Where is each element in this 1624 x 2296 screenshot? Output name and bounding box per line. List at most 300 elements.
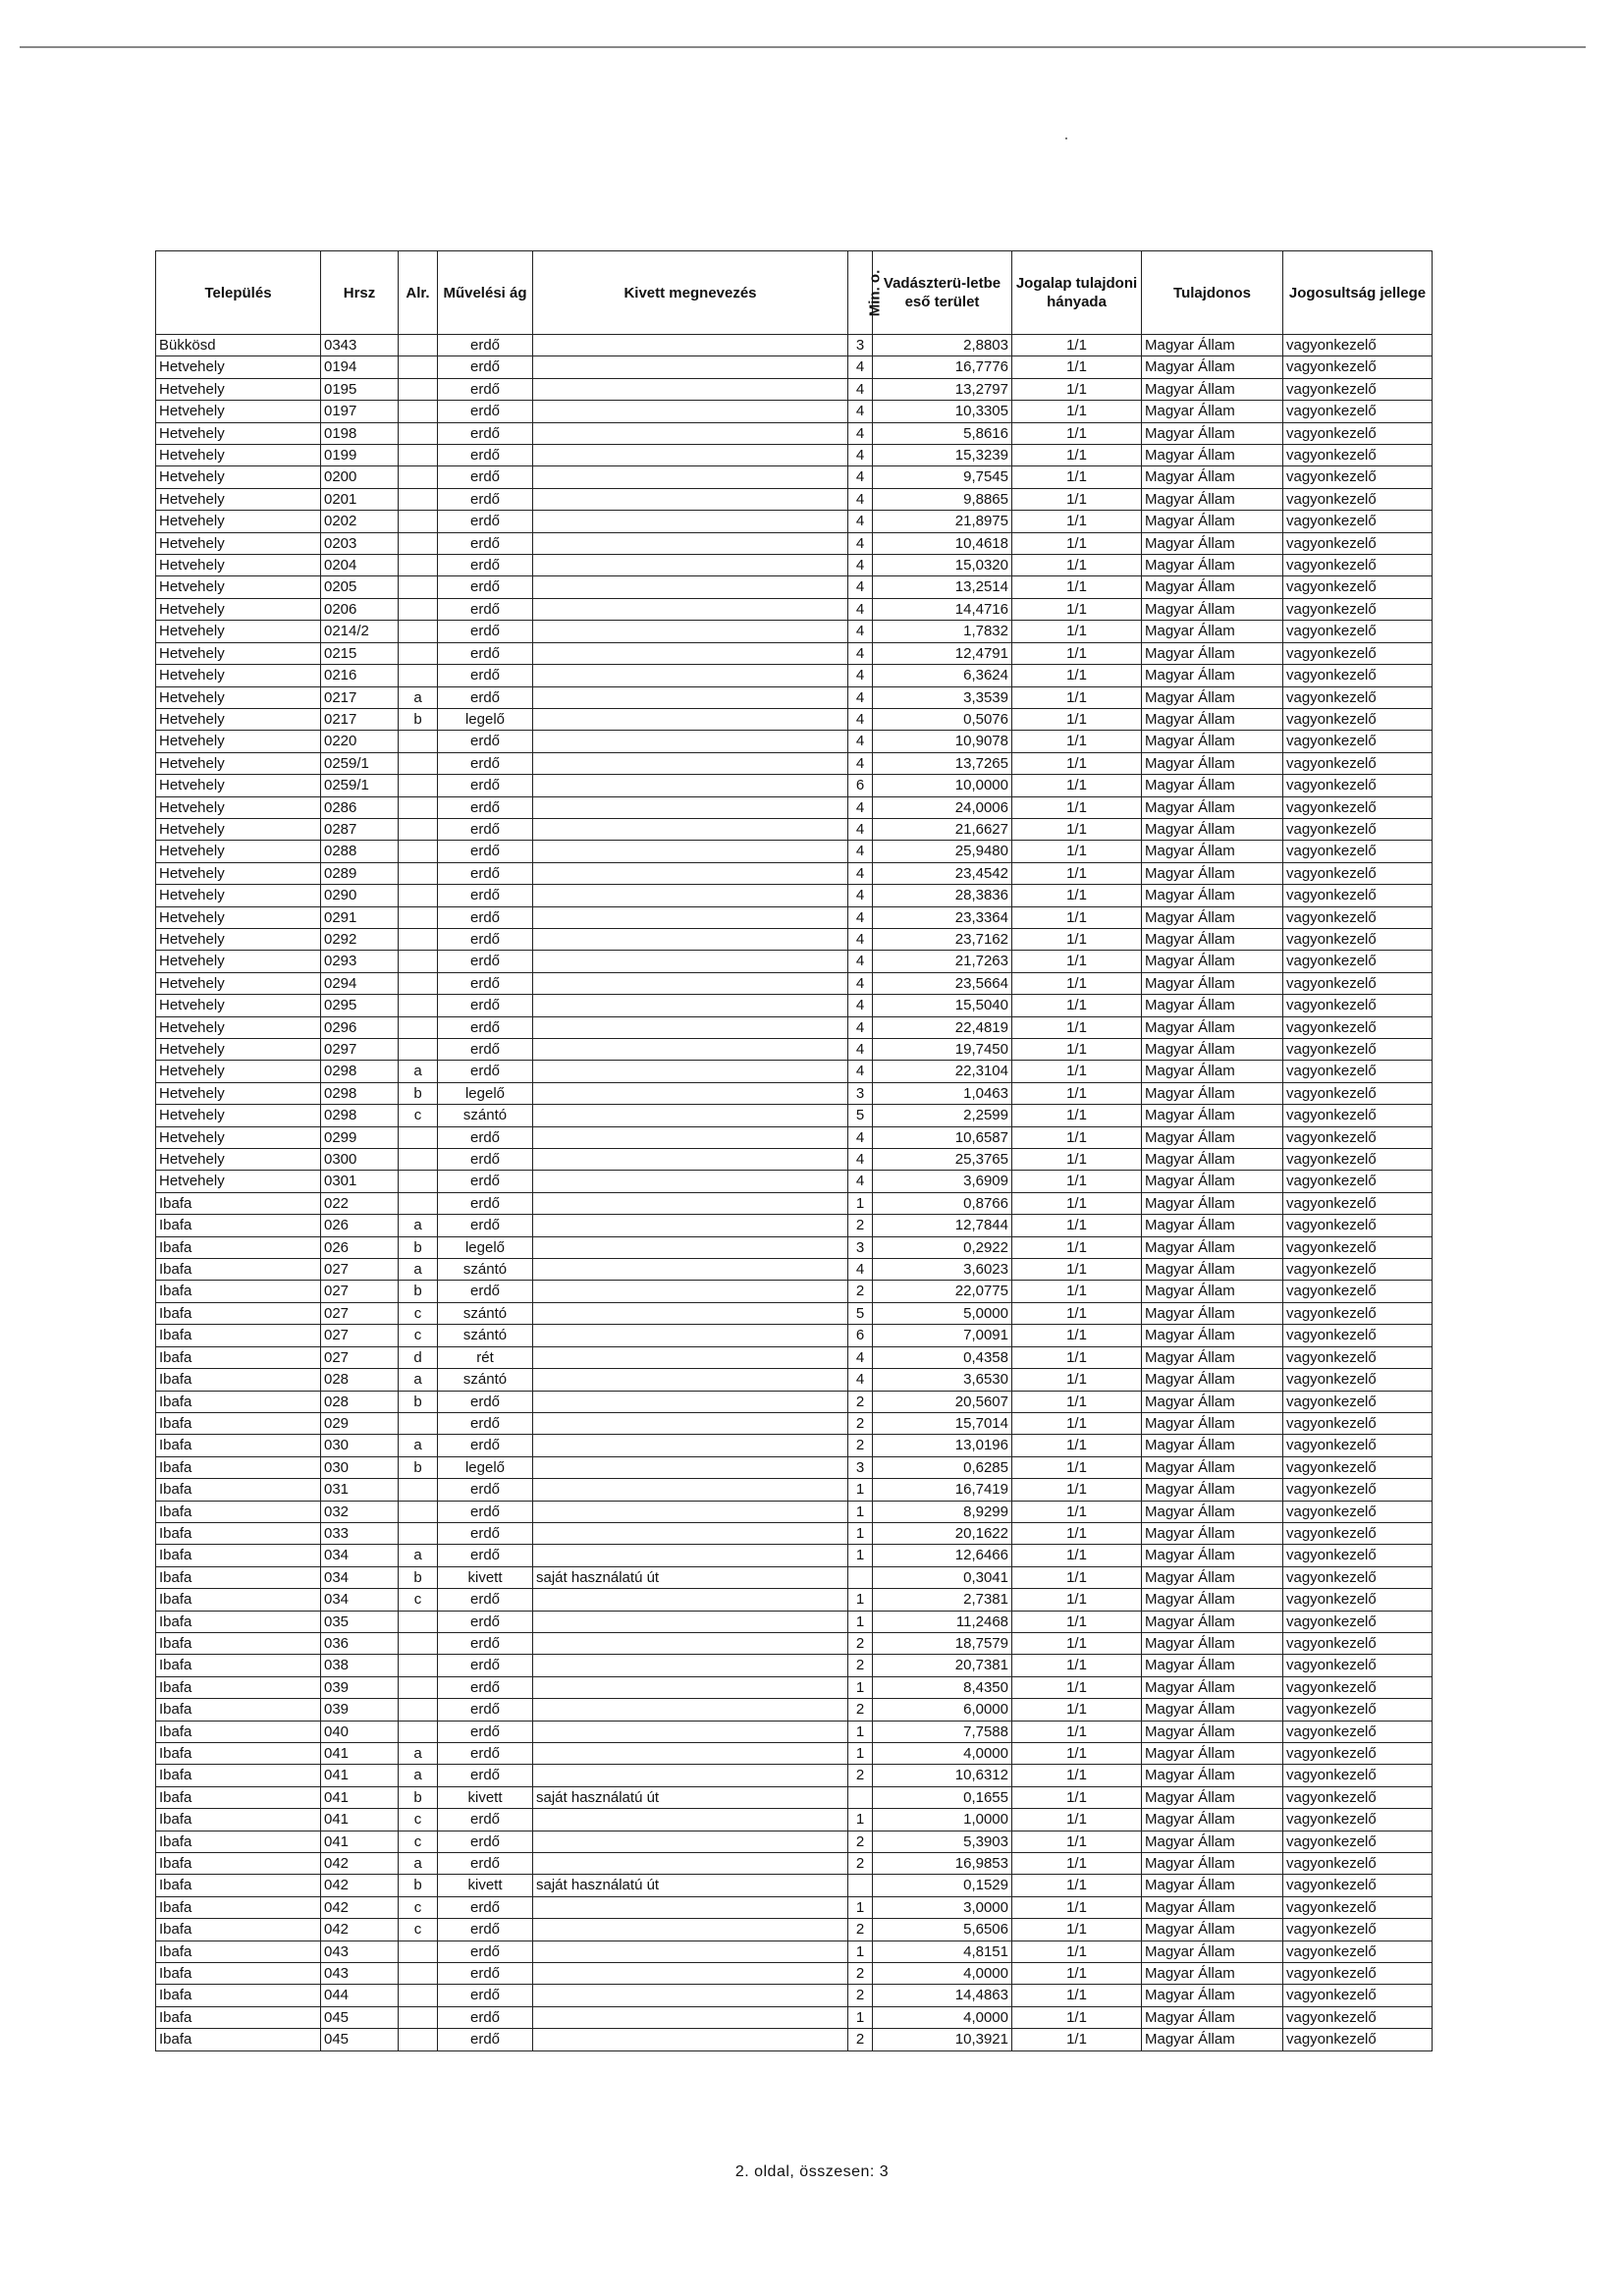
- cell-tulajdonos: Magyar Állam: [1142, 1412, 1283, 1434]
- cell-alr: a: [399, 686, 438, 708]
- cell-muvelesi-ag: legelő: [438, 1456, 533, 1478]
- cell-tulajdonos: Magyar Állam: [1142, 1809, 1283, 1831]
- table-row: [156, 1325, 1433, 1346]
- cell-jogosultsag: vagyonkezelő: [1283, 555, 1433, 576]
- cell-telepules: Ibafa: [156, 1632, 321, 1654]
- cell-telepules: Ibafa: [156, 1522, 321, 1544]
- cell-jogalap: 1/1: [1012, 1302, 1142, 1324]
- cell-telepules: Ibafa: [156, 1589, 321, 1611]
- cell-jogosultsag: vagyonkezelő: [1283, 1149, 1433, 1171]
- header-row: [156, 251, 1433, 335]
- cell-alr: c: [399, 1302, 438, 1324]
- table-row: [156, 972, 1433, 994]
- cell-min-o: 2: [848, 2029, 873, 2050]
- cell-jogosultsag: vagyonkezelő: [1283, 885, 1433, 906]
- cell-hrsz: 0205: [321, 576, 399, 598]
- cell-kivett-megnevezes: [533, 1105, 848, 1126]
- cell-alr: [399, 532, 438, 554]
- cell-kivett-megnevezes: [533, 621, 848, 642]
- table-row: [156, 378, 1433, 400]
- cell-min-o: 4: [848, 665, 873, 686]
- cell-alr: [399, 1522, 438, 1544]
- table-row: [156, 335, 1433, 356]
- cell-vadaszterulet: 5,6506: [873, 1919, 1012, 1941]
- cell-kivett-megnevezes: [533, 665, 848, 686]
- cell-jogosultsag: vagyonkezelő: [1283, 1963, 1433, 1985]
- cell-kivett-megnevezes: [533, 1412, 848, 1434]
- cell-hrsz: 0197: [321, 401, 399, 422]
- cell-jogosultsag: vagyonkezelő: [1283, 2006, 1433, 2028]
- cell-vadaszterulet: 15,0320: [873, 555, 1012, 576]
- cell-vadaszterulet: 10,3305: [873, 401, 1012, 422]
- cell-muvelesi-ag: erdő: [438, 356, 533, 378]
- cell-jogosultsag: vagyonkezelő: [1283, 906, 1433, 928]
- cell-telepules: Ibafa: [156, 1985, 321, 2006]
- cell-jogosultsag: vagyonkezelő: [1283, 356, 1433, 378]
- cell-hrsz: 034: [321, 1545, 399, 1566]
- cell-jogosultsag: vagyonkezelő: [1283, 818, 1433, 840]
- cell-telepules: Hetvehely: [156, 752, 321, 774]
- cell-muvelesi-ag: erdő: [438, 532, 533, 554]
- cell-jogalap: 1/1: [1012, 752, 1142, 774]
- cell-jogalap: 1/1: [1012, 1501, 1142, 1522]
- cell-jogosultsag: vagyonkezelő: [1283, 1435, 1433, 1456]
- cell-alr: c: [399, 1325, 438, 1346]
- cell-jogosultsag: vagyonkezelő: [1283, 708, 1433, 730]
- cell-hrsz: 030: [321, 1435, 399, 1456]
- cell-tulajdonos: Magyar Állam: [1142, 576, 1283, 598]
- cell-telepules: Ibafa: [156, 1765, 321, 1786]
- cell-hrsz: 0214/2: [321, 621, 399, 642]
- cell-muvelesi-ag: erdő: [438, 1412, 533, 1434]
- cell-telepules: Hetvehely: [156, 1126, 321, 1148]
- cell-kivett-megnevezes: [533, 1325, 848, 1346]
- cell-vadaszterulet: 3,6023: [873, 1259, 1012, 1281]
- cell-telepules: Hetvehely: [156, 972, 321, 994]
- cell-jogalap: 1/1: [1012, 1435, 1142, 1456]
- cell-tulajdonos: Magyar Állam: [1142, 665, 1283, 686]
- table-row: [156, 422, 1433, 444]
- cell-vadaszterulet: 22,3104: [873, 1061, 1012, 1082]
- cell-min-o: 1: [848, 1676, 873, 1698]
- cell-min-o: 4: [848, 466, 873, 488]
- cell-telepules: Ibafa: [156, 2006, 321, 2028]
- cell-jogosultsag: vagyonkezelő: [1283, 642, 1433, 664]
- cell-jogalap: 1/1: [1012, 1259, 1142, 1281]
- cell-kivett-megnevezes: [533, 1831, 848, 1852]
- cell-vadaszterulet: 16,7776: [873, 356, 1012, 378]
- cell-hrsz: 028: [321, 1369, 399, 1391]
- col-header-jogosultsag: Jogosultság jellege: [1283, 251, 1433, 335]
- cell-min-o: 6: [848, 775, 873, 796]
- cell-vadaszterulet: 15,3239: [873, 445, 1012, 466]
- table-row: [156, 1391, 1433, 1412]
- cell-tulajdonos: Magyar Állam: [1142, 1236, 1283, 1258]
- cell-muvelesi-ag: erdő: [438, 1522, 533, 1544]
- table-row: [156, 1061, 1433, 1082]
- cell-muvelesi-ag: erdő: [438, 1281, 533, 1302]
- cell-jogosultsag: vagyonkezelő: [1283, 532, 1433, 554]
- cell-kivett-megnevezes: [533, 928, 848, 950]
- cell-alr: c: [399, 1105, 438, 1126]
- cell-tulajdonos: Magyar Állam: [1142, 995, 1283, 1016]
- cell-min-o: 1: [848, 1545, 873, 1566]
- cell-jogosultsag: vagyonkezelő: [1283, 1566, 1433, 1588]
- cell-telepules: Ibafa: [156, 1566, 321, 1588]
- cell-vadaszterulet: 23,7162: [873, 928, 1012, 950]
- cell-jogalap: 1/1: [1012, 1589, 1142, 1611]
- cell-vadaszterulet: 0,4358: [873, 1346, 1012, 1368]
- cell-muvelesi-ag: erdő: [438, 1831, 533, 1852]
- cell-muvelesi-ag: erdő: [438, 401, 533, 422]
- cell-vadaszterulet: 3,6530: [873, 1369, 1012, 1391]
- cell-alr: [399, 642, 438, 664]
- cell-telepules: Ibafa: [156, 1192, 321, 1214]
- table-row: [156, 1566, 1433, 1588]
- cell-min-o: 3: [848, 1082, 873, 1104]
- cell-min-o: 4: [848, 796, 873, 818]
- table-row: [156, 511, 1433, 532]
- cell-muvelesi-ag: erdő: [438, 731, 533, 752]
- cell-alr: b: [399, 1456, 438, 1478]
- cell-tulajdonos: Magyar Állam: [1142, 1435, 1283, 1456]
- cell-telepules: Hetvehely: [156, 1149, 321, 1171]
- cell-tulajdonos: Magyar Állam: [1142, 1016, 1283, 1038]
- cell-muvelesi-ag: erdő: [438, 972, 533, 994]
- cell-muvelesi-ag: erdő: [438, 686, 533, 708]
- cell-vadaszterulet: 6,0000: [873, 1699, 1012, 1721]
- cell-muvelesi-ag: erdő: [438, 665, 533, 686]
- cell-telepules: Ibafa: [156, 1896, 321, 1918]
- cell-min-o: 1: [848, 1501, 873, 1522]
- cell-jogalap: 1/1: [1012, 1391, 1142, 1412]
- cell-kivett-megnevezes: [533, 1896, 848, 1918]
- cell-kivett-megnevezes: [533, 1655, 848, 1676]
- cell-jogalap: 1/1: [1012, 1082, 1142, 1104]
- cell-jogosultsag: vagyonkezelő: [1283, 1522, 1433, 1544]
- cell-jogosultsag: vagyonkezelő: [1283, 1941, 1433, 1962]
- cell-alr: b: [399, 1082, 438, 1104]
- cell-telepules: Hetvehely: [156, 665, 321, 686]
- cell-muvelesi-ag: erdő: [438, 1039, 533, 1061]
- cell-muvelesi-ag: erdő: [438, 1676, 533, 1698]
- cell-min-o: 4: [848, 686, 873, 708]
- cell-min-o: 4: [848, 1346, 873, 1368]
- cell-kivett-megnevezes: [533, 885, 848, 906]
- cell-tulajdonos: Magyar Állam: [1142, 796, 1283, 818]
- cell-alr: a: [399, 1215, 438, 1236]
- cell-tulajdonos: Magyar Állam: [1142, 1566, 1283, 1588]
- table-row: [156, 1192, 1433, 1214]
- cell-muvelesi-ag: szántó: [438, 1302, 533, 1324]
- cell-alr: [399, 885, 438, 906]
- cell-jogosultsag: vagyonkezelő: [1283, 665, 1433, 686]
- cell-telepules: Hetvehely: [156, 862, 321, 884]
- cell-muvelesi-ag: szántó: [438, 1325, 533, 1346]
- cell-vadaszterulet: 3,6909: [873, 1171, 1012, 1192]
- cell-muvelesi-ag: szántó: [438, 1105, 533, 1126]
- table-row: [156, 995, 1433, 1016]
- cell-jogosultsag: vagyonkezelő: [1283, 1632, 1433, 1654]
- cell-min-o: 4: [848, 818, 873, 840]
- cell-kivett-megnevezes: [533, 1149, 848, 1171]
- cell-hrsz: 027: [321, 1302, 399, 1324]
- cell-jogosultsag: vagyonkezelő: [1283, 1325, 1433, 1346]
- cell-min-o: 2: [848, 1919, 873, 1941]
- cell-vadaszterulet: 4,8151: [873, 1941, 1012, 1962]
- table-row: [156, 1016, 1433, 1038]
- cell-min-o: 4: [848, 862, 873, 884]
- cell-jogalap: 1/1: [1012, 1875, 1142, 1896]
- cell-telepules: Hetvehely: [156, 1039, 321, 1061]
- cell-min-o: 2: [848, 1655, 873, 1676]
- cell-jogosultsag: vagyonkezelő: [1283, 1171, 1433, 1192]
- cell-alr: d: [399, 1346, 438, 1368]
- cell-jogosultsag: vagyonkezelő: [1283, 862, 1433, 884]
- cell-jogosultsag: vagyonkezelő: [1283, 466, 1433, 488]
- cell-alr: [399, 488, 438, 510]
- cell-tulajdonos: Magyar Állam: [1142, 642, 1283, 664]
- cell-vadaszterulet: 14,4863: [873, 1985, 1012, 2006]
- cell-tulajdonos: Magyar Állam: [1142, 1743, 1283, 1765]
- cell-tulajdonos: Magyar Állam: [1142, 1126, 1283, 1148]
- table-row: [156, 1412, 1433, 1434]
- cell-muvelesi-ag: erdő: [438, 1743, 533, 1765]
- cell-tulajdonos: Magyar Állam: [1142, 378, 1283, 400]
- cell-tulajdonos: Magyar Állam: [1142, 511, 1283, 532]
- cell-vadaszterulet: 5,0000: [873, 1302, 1012, 1324]
- cell-jogalap: 1/1: [1012, 1039, 1142, 1061]
- cell-tulajdonos: Magyar Állam: [1142, 401, 1283, 422]
- cell-hrsz: 030: [321, 1456, 399, 1478]
- cell-tulajdonos: Magyar Állam: [1142, 841, 1283, 862]
- cell-tulajdonos: Magyar Állam: [1142, 1105, 1283, 1126]
- col-header-hrsz: Hrsz: [321, 251, 399, 335]
- cell-kivett-megnevezes: [533, 1016, 848, 1038]
- cell-jogosultsag: vagyonkezelő: [1283, 1016, 1433, 1038]
- cell-hrsz: 032: [321, 1501, 399, 1522]
- cell-jogalap: 1/1: [1012, 818, 1142, 840]
- cell-vadaszterulet: 0,6285: [873, 1456, 1012, 1478]
- cell-tulajdonos: Magyar Állam: [1142, 1259, 1283, 1281]
- cell-jogosultsag: vagyonkezelő: [1283, 576, 1433, 598]
- cell-kivett-megnevezes: [533, 775, 848, 796]
- cell-muvelesi-ag: erdő: [438, 1171, 533, 1192]
- cell-jogalap: 1/1: [1012, 1369, 1142, 1391]
- cell-alr: [399, 1655, 438, 1676]
- cell-vadaszterulet: 24,0006: [873, 796, 1012, 818]
- cell-jogalap: 1/1: [1012, 2029, 1142, 2050]
- cell-vadaszterulet: 9,7545: [873, 466, 1012, 488]
- table-row: [156, 1809, 1433, 1831]
- cell-telepules: Hetvehely: [156, 686, 321, 708]
- page-footer: 2. oldal, összesen: 3: [734, 2163, 890, 2180]
- cell-min-o: 4: [848, 951, 873, 972]
- cell-jogosultsag: vagyonkezelő: [1283, 1479, 1433, 1501]
- cell-alr: b: [399, 1281, 438, 1302]
- table-row: [156, 1126, 1433, 1148]
- cell-vadaszterulet: 22,4819: [873, 1016, 1012, 1038]
- cell-hrsz: 0198: [321, 422, 399, 444]
- cell-alr: a: [399, 1545, 438, 1566]
- cell-kivett-megnevezes: [533, 598, 848, 620]
- table-row: [156, 1875, 1433, 1896]
- cell-vadaszterulet: 13,0196: [873, 1435, 1012, 1456]
- col-header-alr: Alr.: [399, 251, 438, 335]
- cell-min-o: 2: [848, 1831, 873, 1852]
- cell-telepules: Ibafa: [156, 1875, 321, 1896]
- cell-muvelesi-ag: erdő: [438, 1963, 533, 1985]
- cell-jogosultsag: vagyonkezelő: [1283, 951, 1433, 972]
- cell-min-o: 2: [848, 1699, 873, 1721]
- cell-telepules: Hetvehely: [156, 576, 321, 598]
- cell-jogosultsag: vagyonkezelő: [1283, 1369, 1433, 1391]
- cell-telepules: Bükkösd: [156, 335, 321, 356]
- cell-vadaszterulet: 12,7844: [873, 1215, 1012, 1236]
- cell-tulajdonos: Magyar Állam: [1142, 1545, 1283, 1566]
- cell-vadaszterulet: 23,5664: [873, 972, 1012, 994]
- cell-jogosultsag: vagyonkezelő: [1283, 1743, 1433, 1765]
- cell-kivett-megnevezes: [533, 1126, 848, 1148]
- cell-jogosultsag: vagyonkezelő: [1283, 335, 1433, 356]
- cell-kivett-megnevezes: [533, 1369, 848, 1391]
- cell-hrsz: 026: [321, 1215, 399, 1236]
- cell-telepules: Hetvehely: [156, 775, 321, 796]
- table-row: [156, 1676, 1433, 1698]
- cell-kivett-megnevezes: [533, 686, 848, 708]
- cell-muvelesi-ag: erdő: [438, 1149, 533, 1171]
- cell-hrsz: 0194: [321, 356, 399, 378]
- cell-alr: [399, 1699, 438, 1721]
- cell-alr: a: [399, 1853, 438, 1875]
- cell-hrsz: 0297: [321, 1039, 399, 1061]
- cell-telepules: Hetvehely: [156, 841, 321, 862]
- cell-vadaszterulet: 16,9853: [873, 1853, 1012, 1875]
- cell-jogosultsag: vagyonkezelő: [1283, 796, 1433, 818]
- cell-telepules: Hetvehely: [156, 445, 321, 466]
- cell-kivett-megnevezes: [533, 951, 848, 972]
- cell-tulajdonos: Magyar Állam: [1142, 488, 1283, 510]
- cell-tulajdonos: Magyar Állam: [1142, 555, 1283, 576]
- cell-alr: [399, 335, 438, 356]
- cell-alr: [399, 995, 438, 1016]
- cell-jogalap: 1/1: [1012, 885, 1142, 906]
- cell-jogosultsag: vagyonkezelő: [1283, 1786, 1433, 1808]
- cell-min-o: 4: [848, 1016, 873, 1038]
- cell-min-o: 2: [848, 1215, 873, 1236]
- table-row: [156, 796, 1433, 818]
- cell-vadaszterulet: 9,8865: [873, 488, 1012, 510]
- cell-kivett-megnevezes: [533, 1676, 848, 1698]
- cell-tulajdonos: Magyar Állam: [1142, 598, 1283, 620]
- cell-hrsz: 0287: [321, 818, 399, 840]
- cell-jogalap: 1/1: [1012, 1831, 1142, 1852]
- cell-jogalap: 1/1: [1012, 466, 1142, 488]
- cell-kivett-megnevezes: [533, 1985, 848, 2006]
- cell-jogosultsag: vagyonkezelő: [1283, 1501, 1433, 1522]
- cell-jogosultsag: vagyonkezelő: [1283, 1346, 1433, 1368]
- cell-jogosultsag: vagyonkezelő: [1283, 1039, 1433, 1061]
- cell-tulajdonos: Magyar Állam: [1142, 621, 1283, 642]
- table-row: [156, 466, 1433, 488]
- cell-muvelesi-ag: erdő: [438, 1896, 533, 1918]
- cell-tulajdonos: Magyar Állam: [1142, 1522, 1283, 1544]
- cell-tulajdonos: Magyar Állam: [1142, 1369, 1283, 1391]
- cell-jogalap: 1/1: [1012, 686, 1142, 708]
- cell-alr: [399, 576, 438, 598]
- cell-min-o: 4: [848, 576, 873, 598]
- cell-muvelesi-ag: erdő: [438, 2006, 533, 2028]
- cell-jogosultsag: vagyonkezelő: [1283, 972, 1433, 994]
- cell-jogosultsag: vagyonkezelő: [1283, 621, 1433, 642]
- cell-jogalap: 1/1: [1012, 1149, 1142, 1171]
- cell-muvelesi-ag: erdő: [438, 1391, 533, 1412]
- cell-kivett-megnevezes: [533, 731, 848, 752]
- cell-muvelesi-ag: erdő: [438, 642, 533, 664]
- cell-jogosultsag: vagyonkezelő: [1283, 422, 1433, 444]
- cell-hrsz: 0259/1: [321, 775, 399, 796]
- cell-vadaszterulet: 10,6312: [873, 1765, 1012, 1786]
- cell-tulajdonos: Magyar Állam: [1142, 1765, 1283, 1786]
- table-row: [156, 488, 1433, 510]
- cell-muvelesi-ag: erdő: [438, 1721, 533, 1742]
- cell-telepules: Hetvehely: [156, 642, 321, 664]
- cell-telepules: Hetvehely: [156, 731, 321, 752]
- table-row: [156, 862, 1433, 884]
- table-row: [156, 752, 1433, 774]
- cell-jogalap: 1/1: [1012, 1236, 1142, 1258]
- cell-kivett-megnevezes: [533, 532, 848, 554]
- cell-kivett-megnevezes: [533, 1699, 848, 1721]
- cell-hrsz: 0301: [321, 1171, 399, 1192]
- cell-alr: [399, 1941, 438, 1962]
- cell-min-o: 1: [848, 1743, 873, 1765]
- cell-min-o: 4: [848, 642, 873, 664]
- cell-muvelesi-ag: erdő: [438, 928, 533, 950]
- cell-min-o: 4: [848, 841, 873, 862]
- cell-hrsz: 0202: [321, 511, 399, 532]
- cell-jogosultsag: vagyonkezelő: [1283, 2029, 1433, 2050]
- cell-hrsz: 0204: [321, 555, 399, 576]
- cell-alr: [399, 841, 438, 862]
- cell-alr: [399, 665, 438, 686]
- cell-jogosultsag: vagyonkezelő: [1283, 378, 1433, 400]
- cell-muvelesi-ag: erdő: [438, 1853, 533, 1875]
- cell-vadaszterulet: 20,5607: [873, 1391, 1012, 1412]
- cell-hrsz: 0286: [321, 796, 399, 818]
- cell-kivett-megnevezes: [533, 1721, 848, 1742]
- cell-jogosultsag: vagyonkezelő: [1283, 1259, 1433, 1281]
- cell-hrsz: 039: [321, 1699, 399, 1721]
- cell-jogosultsag: vagyonkezelő: [1283, 1061, 1433, 1082]
- cell-kivett-megnevezes: [533, 906, 848, 928]
- cell-tulajdonos: Magyar Állam: [1142, 862, 1283, 884]
- cell-jogalap: 1/1: [1012, 731, 1142, 752]
- cell-kivett-megnevezes: [533, 642, 848, 664]
- cell-alr: [399, 796, 438, 818]
- cell-jogosultsag: vagyonkezelő: [1283, 995, 1433, 1016]
- cell-muvelesi-ag: erdő: [438, 2029, 533, 2050]
- cell-min-o: 1: [848, 1941, 873, 1962]
- cell-min-o: 5: [848, 1105, 873, 1126]
- cell-min-o: 1: [848, 1896, 873, 1918]
- cell-telepules: Ibafa: [156, 1919, 321, 1941]
- cell-alr: [399, 818, 438, 840]
- cell-alr: [399, 906, 438, 928]
- cell-vadaszterulet: 11,2468: [873, 1611, 1012, 1632]
- cell-min-o: 1: [848, 1522, 873, 1544]
- cell-alr: [399, 1192, 438, 1214]
